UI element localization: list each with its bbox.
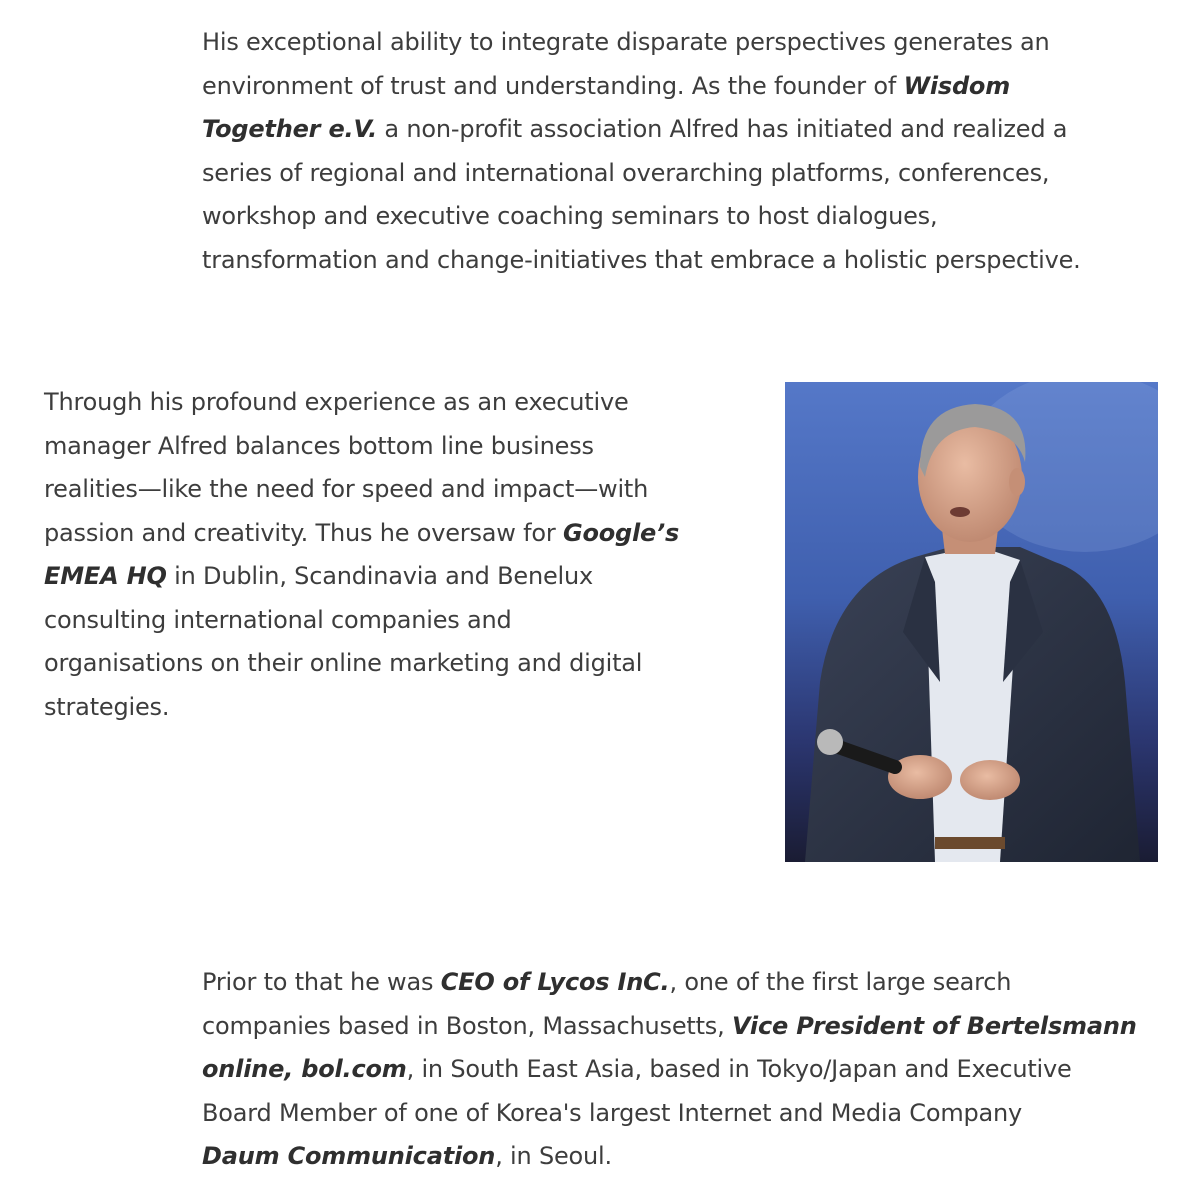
emphasis-daum: Daum Communication — [202, 1142, 496, 1170]
text-line: transformation and change-initiatives that embrace a holistic perspective. — [202, 245, 1081, 274]
bio-paragraph-wisdom-together — [202, 21, 1132, 282]
mouth — [950, 507, 970, 517]
emphasis-emea-hq: EMEA HQ — [44, 562, 167, 590]
text-line: Board Member of one of Korea's largest Internet and Media Company — [202, 1098, 1023, 1127]
text-line: EMEA HQ in Dublin, Scandinavia and Benelux — [44, 562, 594, 590]
belt — [935, 837, 1005, 849]
text-line: consulting international companies and — [44, 605, 512, 634]
text-line: companies based in Boston, Massachusetts, Vice President of Bertelsmann — [202, 1011, 1137, 1040]
text-line: manager Alfred balances bottom line business — [44, 431, 594, 460]
emphasis-wisdom: Wisdom — [903, 71, 1011, 100]
text-line: Daum Communication, in Seoul. — [202, 1142, 612, 1170]
text-line: environment of trust and understanding. As the founder of Wisdom — [202, 71, 1011, 100]
text-line: Through his profound experience as an executive — [44, 388, 629, 416]
ear — [1009, 468, 1025, 496]
bio-paragraph-prior-roles — [202, 961, 1147, 1179]
emphasis-vp-bertelsmann: Vice President of Bertelsmann — [731, 1011, 1137, 1040]
speaker-photo — [785, 382, 1158, 862]
text-line: Together e.V. a non-profit association Alfred has initiated and realized a — [202, 115, 1068, 143]
text-line: His exceptional ability to integrate disparate perspectives generates an — [202, 28, 1050, 56]
text-line: workshop and executive coaching seminars to host dialogues, — [202, 202, 938, 230]
bio-paragraph-executive-experience — [44, 381, 704, 729]
text-line: Prior to that he was CEO of Lycos InC., one of the first large search — [202, 968, 1012, 996]
emphasis-googles: Google’s — [562, 518, 680, 547]
emphasis-together-ev: Together e.V. — [202, 115, 377, 143]
emphasis-ceo-lycos: CEO of Lycos InC. — [440, 968, 670, 996]
text-line: organisations on their online marketing and digital — [44, 649, 643, 677]
text-line: series of regional and international overarching platforms, conferences, — [202, 158, 1050, 187]
speaker-illustration — [785, 382, 1158, 862]
emphasis-bol-com: online, bol.com — [202, 1055, 407, 1083]
text-line: strategies. — [44, 692, 170, 721]
text-line: online, bol.com, in South East Asia, based in Tokyo/Japan and Executive — [202, 1055, 1072, 1083]
text-line: realities—like the need for speed and impact—with — [44, 475, 649, 503]
hand-right — [960, 760, 1020, 800]
text-line: passion and creativity. Thus he oversaw for Google’s — [44, 518, 680, 547]
